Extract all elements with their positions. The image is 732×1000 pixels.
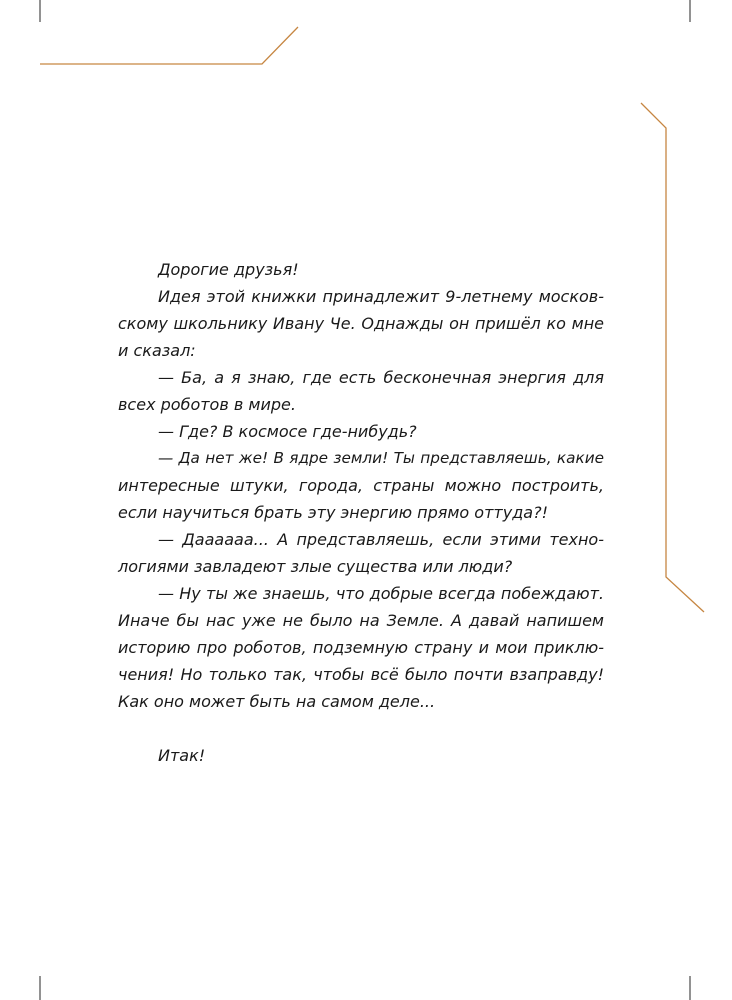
dialogue-line: — Дааааaa... А представляешь, если этими техно- [158,530,604,549]
dialogue-line: — Да нет же! В ядре земли! Ты представляешь, какие [158,449,604,467]
dialogue-line: — Где? В космосе где-нибудь? [158,422,417,441]
closing: Итак! [158,746,206,765]
dialogue-line: логиями завладеют злые существа или люди? [118,557,513,576]
dialogue-line: Иначе бы нас уже не было на Земле. А давай напишем [118,611,604,630]
dialogue-line: всех роботов в мире. [118,395,296,414]
dialogue-line: если научиться брать эту энергию прямо оттуда?! [118,503,548,522]
dialogue-line: Как оно может быть на самом деле... [118,692,436,711]
accent-line-top-left [40,27,298,64]
greeting: Дорогие друзья! [158,260,299,279]
dialogue-line: чения! Но только так, чтобы всё было почти взаправду! [118,665,604,684]
paragraph-line: Идея этой книжки принадлежит 9-летнему москов- [158,287,604,306]
dialogue-line: — Ну ты же знаешь, что добрые всегда побеждают. [158,584,604,603]
dialogue-line: — Ба, а я знаю, где есть бесконечная энергия для [158,368,604,387]
dialogue-line: интересные штуки, города, страны можно построить, [118,476,604,495]
paragraph-line: и сказал: [118,341,196,360]
dialogue-line: историю про роботов, подземную страну и мои приклю- [118,638,604,657]
accent-line-right [641,103,704,612]
paragraph-line: скому школьнику Ивану Че. Однажды он пришёл ко мне [118,314,604,333]
